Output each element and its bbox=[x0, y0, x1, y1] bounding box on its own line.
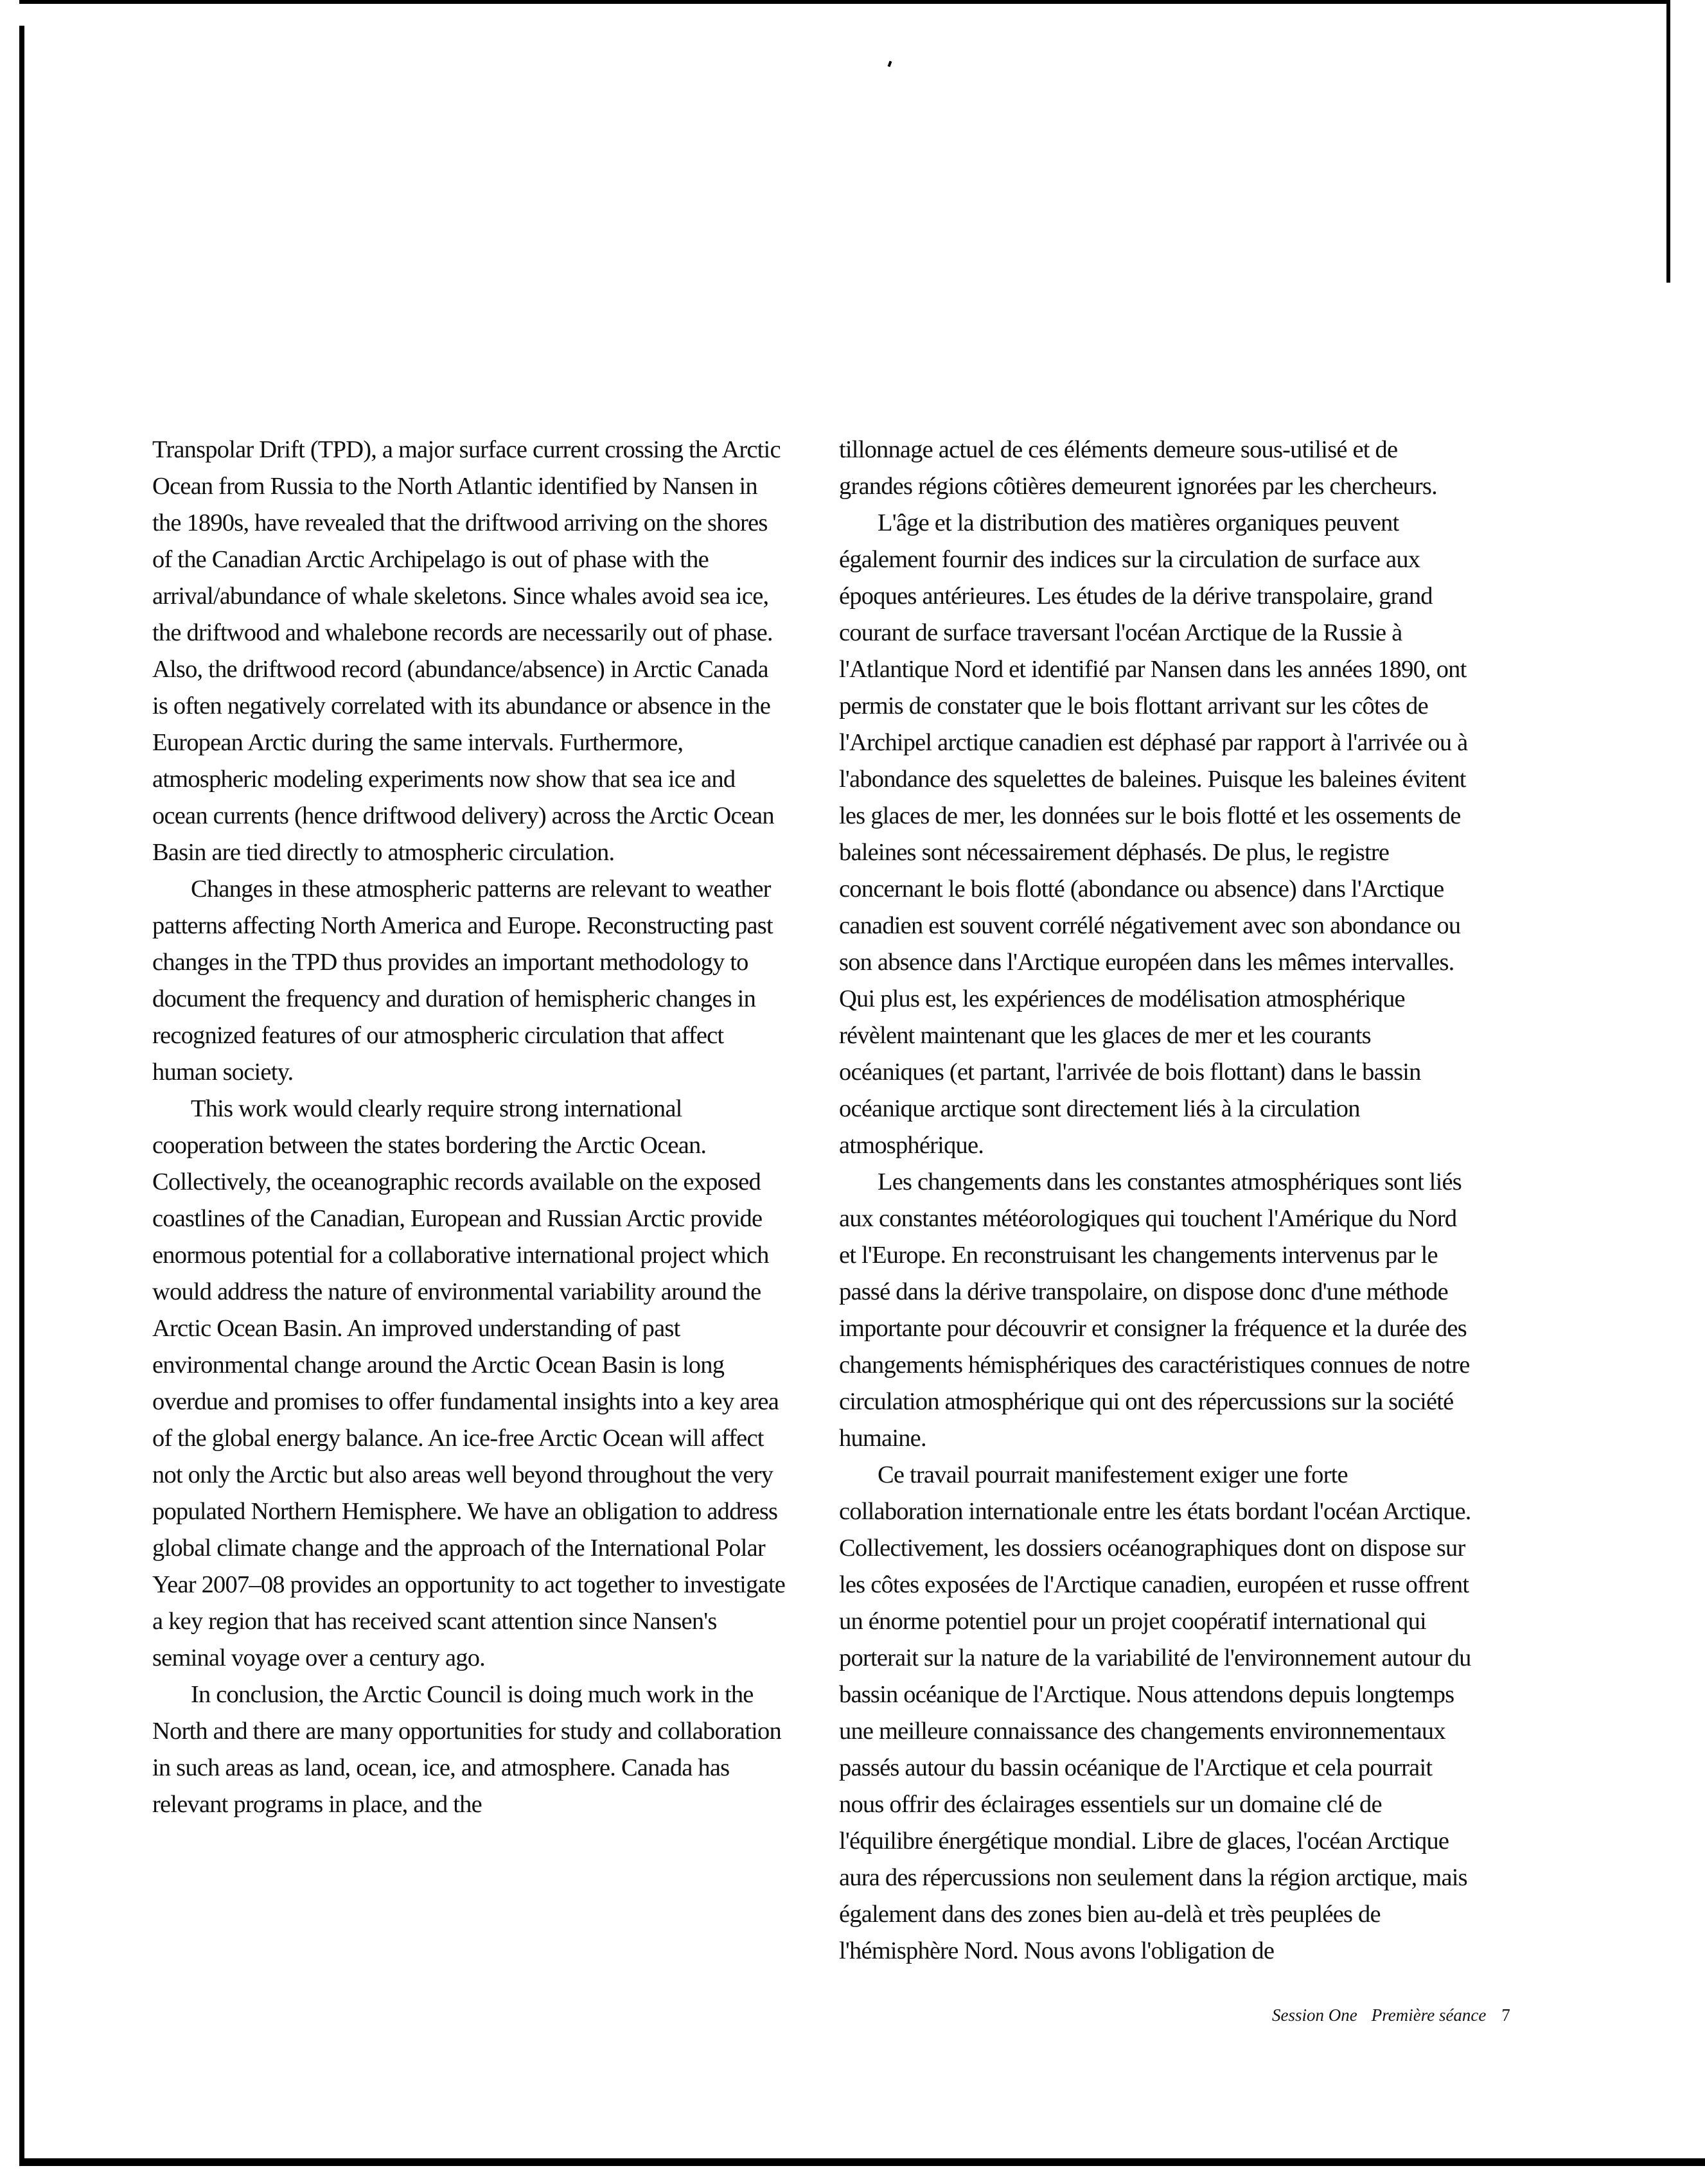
scan-border-top bbox=[19, 0, 1670, 4]
paragraph: Ce travail pourrait manifestement exiger une forte collaboration internationale entre les états bordant l'océan Arctique. Collectivement, les dossiers océanographiques dont on dispose sur les côtes exposées de l'Arctique canadien, européen et russe offrent un énorme potentiel pour un projet coopératif international qui porterait sur la nature de la variabilité de l'environnement autour du bassin océanique de l'Arctique. Nous attendons depuis longtemps une meilleure connaissance des changements environnementaux passés autour du bassin océanique de l'Arctique et cela pourrait nous offrir des éclairages essentiels sur un domaine clé de l'équilibre énergétique mondial. Libre de glaces, l'océan Arctique aura des répercussions non seulement dans la région arctique, mais également dans des zones bien au-delà et très peuplées de l'hémisphère Nord. Nous avons l'obligation de bbox=[839, 1461, 1471, 1964]
page-number: 7 bbox=[1501, 2005, 1510, 2025]
paragraph: This work would clearly require strong international cooperation between the states bordering the Arctic Ocean. Collectively, the oceanographic records available on the exposed coastlines of the Canadian, European and Russian Arctic provide enormous potential for a collaborative international project which would address the nature of environmental variability around the Arctic Ocean Basin. An improved understanding of past environmental change around the Arctic Ocean Basin is long overdue and promises to offer fundamental insights into a key area of the global energy balance. An ice-free Arctic Ocean will affect not only the Arctic but also areas well beyond throughout the very populated Northern Hemisphere. We have an obligation to address global climate change and the approach of the International Polar Year 2007–08 provides an opportunity to act together to investigate a key region that has received scant attention since Nansen's seminal voyage over a century ago. bbox=[152, 1095, 785, 1671]
scan-border-right bbox=[1666, 0, 1670, 283]
french-column bbox=[839, 432, 1472, 1969]
page-footer bbox=[1272, 2005, 1510, 2025]
english-column bbox=[152, 432, 785, 1823]
paragraph: In conclusion, the Arctic Council is doing much work in the North and there are many opportunities for study and collaboration in such areas as land, ocean, ice, and atmosphere. Canada has relevant programs in place, and the bbox=[152, 1681, 781, 1818]
paragraph: Transpolar Drift (TPD), a major surface current crossing the Arctic Ocean from Russia to the North Atlantic identified by Nansen in the 1890s, have revealed that the driftwood arriving on the shores of the Canadian Arctic Archipelago is out of phase with the arrival/abundance of whale skeletons. Since whales avoid sea ice, the driftwood and whalebone records are necessarily out of phase. Also, the driftwood record (abundance/absence) in Arctic Canada is often negatively correlated with its abundance or absence in the European Arctic during the same intervals. Furthermore, atmospheric modeling experiments now show that sea ice and ocean currents (hence driftwood delivery) across the Arctic Ocean Basin are tied directly to atmospheric circulation. bbox=[152, 436, 781, 866]
paragraph: Changes in these atmospheric patterns are relevant to weather patterns affecting North America and Europe. Reconstructing past changes in the TPD thus provides an important methodology to document the frequency and duration of hemispheric changes in recognized features of our atmospheric circulation that affect human society. bbox=[152, 876, 773, 1086]
scan-speck bbox=[888, 61, 892, 67]
footer-session-fr: Première séance bbox=[1371, 2005, 1487, 2025]
paragraph: Les changements dans les constantes atmosphériques sont liés aux constantes météorologiques qui touchent l'Amérique du Nord et l'Europe. En reconstruisant les changements intervenus par le passé dans la dérive transpolaire, on dispose donc d'une méthode importante pour découvrir et consigner la fréquence et la durée des changements hémisphériques des caractéristiques connues de notre circulation atmosphérique qui ont des répercussions sur la société humaine. bbox=[839, 1168, 1470, 1452]
paragraph: tillonnage actuel de ces éléments demeure sous-utilisé et de grandes régions côtières demeurent ignorées par les chercheurs. bbox=[839, 436, 1437, 500]
scan-border-bottom bbox=[19, 2158, 1705, 2166]
footer-session-en: Session One bbox=[1272, 2005, 1357, 2025]
paragraph: L'âge et la distribution des matières organiques peuvent également fournir des indices sur la circulation de surface aux époques antérieures. Les études de la dérive transpolaire, grand courant de surface traversant l'océan Arctique de la Russie à l'Atlantique Nord et identifié par Nansen dans les années 1890, ont permis de constater que le bois flottant arrivant sur les côtes de l'Archipel arctique canadien est déphasé par rapport à l'arrivée ou à l'abondance des squelettes de baleines. Puisque les baleines évitent les glaces de mer, les données sur le bois flotté et les ossements de baleines sont nécessairement déphasés. De plus, le registre concernant le bois flotté (abondance ou absence) dans l'Arctique canadien est souvent corrélé négativement avec son abondance ou son absence dans l'Arctique européen dans les mêmes intervalles. Qui plus est, les expériences de modélisation atmosphérique révèlent maintenant que les glaces de mer et les courants océaniques (et partant, l'arrivée de bois flottant) dans le bassin océanique arctique sont directement liés à la circulation atmosphérique. bbox=[839, 509, 1468, 1159]
scan-border-left bbox=[19, 26, 24, 2158]
